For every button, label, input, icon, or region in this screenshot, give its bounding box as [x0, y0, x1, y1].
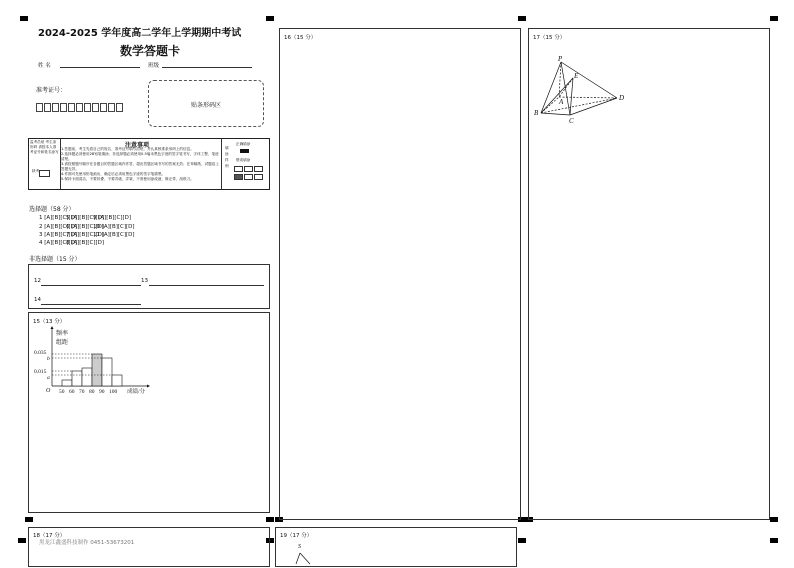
point-label-c: C — [569, 117, 574, 125]
notice-left — [29, 139, 61, 189]
timing-mark — [770, 517, 778, 522]
q17-label: 17（15 分） — [533, 35, 566, 41]
q15-label: 15（13 分） — [33, 319, 66, 325]
mc-option[interactable]: 7 [A][B][C][D] — [66, 232, 105, 238]
mc-section-title: 选择题（58 分） — [29, 206, 75, 213]
q19-figure — [276, 528, 336, 568]
mc-option[interactable]: 11 [A][B][C][D] — [93, 232, 135, 238]
q16-label: 16（15 分） — [284, 35, 317, 41]
histogram-bar — [62, 380, 72, 386]
q15-answer-box[interactable] — [28, 312, 270, 513]
correct-fill-sample — [240, 149, 249, 153]
y-tick-label: b — [47, 356, 50, 362]
mc-option[interactable]: 8 [A][B][C][D] — [66, 240, 105, 246]
printer-footer: 黑龙江鑫盛科技制作 0451-53673201 — [39, 540, 135, 546]
fill-example-label: 填涂样例 — [225, 146, 229, 168]
subject-title: 数学答题卡 — [120, 44, 181, 58]
notice-left-text: 监考员贴 考生条形码 请按本人准考证号和姓名涂写 — [30, 140, 59, 154]
notice-item: 3.请按照题号顺序在各题目的答题区域内作答，超出答题区域书写的答案无效；在草稿纸、试题卷上答题无效。 — [61, 162, 219, 171]
timing-mark — [266, 16, 274, 21]
name-label: 姓 名 — [38, 63, 51, 69]
point-label-b: B — [534, 109, 539, 117]
point-label-p: P — [558, 55, 563, 63]
q17-answer-box[interactable] — [528, 28, 770, 520]
notice-block — [28, 138, 270, 190]
timing-mark — [18, 538, 26, 543]
pyramid-figure — [529, 29, 639, 129]
q14-line[interactable] — [41, 304, 141, 305]
mc-option[interactable]: 2 [A][B][C][D] — [39, 224, 78, 230]
q13-line[interactable] — [149, 285, 264, 286]
y-tick-label: 0.035 — [34, 350, 47, 356]
notice-item: 5.保持卡面清洁，不要折叠、不要弄破、弄皱，不准使用涂改液、修正带、刮纸刀。 — [61, 177, 194, 181]
y-tick-label: 0.015 — [34, 369, 47, 375]
origin-label: O — [46, 388, 51, 394]
notice-item: 1.答题前，考生先将自己的姓名、准考证号填写清楚，并认真核准条形码上的信息。 — [61, 147, 194, 151]
notice-item: 4.作图可先使用铅笔画出，确定后必须用黑色字迹的签字笔描黑。 — [61, 172, 166, 176]
q19-point-s: S — [298, 544, 301, 550]
wrong-fill-samples — [234, 166, 263, 182]
x-axis-label: 成绩/分 — [127, 389, 146, 395]
histogram-bar — [112, 375, 122, 386]
histogram-bar — [72, 371, 82, 386]
timing-mark — [518, 538, 526, 543]
y-axis-label-1: 频率 — [56, 331, 69, 337]
point-label-a: A — [559, 98, 564, 106]
x-tick-label: 70 — [79, 389, 85, 395]
point-label-d: D — [619, 94, 625, 102]
notice-item: 2.选择题必须使用2B铅笔填涂；非选择题必须使用0.5毫米黑色字迹的签字笔书写，字体工整、笔迹清楚。 — [61, 152, 219, 161]
q12-label: 12 — [34, 278, 41, 284]
point-label-e: E — [574, 72, 579, 80]
q13-label: 13 — [141, 278, 148, 284]
histogram-bar — [102, 358, 112, 386]
x-tick-label: 50 — [59, 389, 65, 395]
timing-mark — [770, 538, 778, 543]
y-axis-label-2: 组距 — [56, 340, 69, 346]
class-label: 班级 — [148, 63, 160, 69]
ticket-label: 准考证号： — [36, 87, 67, 94]
exam-title: 2024-2025 学年度高二学年上学期期中考试 — [38, 28, 242, 39]
barcode-label: 贴条形码区 — [190, 102, 221, 109]
timing-mark — [518, 16, 526, 21]
fill-answer-box — [28, 264, 270, 309]
correct-fill-label: 正确填涂 — [236, 142, 251, 146]
timing-mark — [20, 16, 28, 21]
q16-answer-box[interactable] — [279, 28, 521, 520]
wrong-fill-label: 错误填涂 — [236, 158, 251, 162]
mc-option[interactable]: 9 [A][B][C][D] — [93, 215, 132, 221]
fill-section-title: 非选择题（15 分） — [29, 256, 81, 263]
ticket-number-boxes[interactable] — [36, 97, 124, 116]
q18-label: 18（17 分） — [33, 533, 66, 539]
notice-title: 注意事项 — [125, 142, 150, 149]
x-tick-label: 100 — [109, 389, 118, 395]
name-line — [60, 67, 140, 68]
absent-box[interactable] — [39, 170, 50, 177]
mc-option[interactable]: 5 [A][B][C][D] — [66, 215, 105, 221]
mc-option[interactable]: 4 [A][B][C][D] — [39, 240, 78, 246]
class-line — [162, 67, 252, 68]
histogram-figure — [29, 313, 189, 403]
q18-answer-box[interactable] — [28, 527, 270, 567]
barcode-area — [148, 80, 264, 127]
notice-items — [61, 147, 219, 182]
x-tick-label: 60 — [69, 389, 75, 395]
x-tick-label: 80 — [89, 389, 95, 395]
mc-option[interactable]: 6 [A][B][C][D] — [66, 224, 105, 230]
timing-mark — [25, 517, 33, 522]
mc-option[interactable]: 1 [A][B][C][D] — [39, 215, 78, 221]
q19-label: 19（17 分） — [280, 533, 313, 539]
x-tick-label: 90 — [99, 389, 105, 395]
q14-label: 14 — [34, 297, 41, 303]
timing-mark — [266, 517, 274, 522]
y-tick-label: a — [47, 375, 50, 381]
q19-answer-box[interactable] — [275, 527, 517, 567]
mc-option[interactable]: 10 [A][B][C][D] — [93, 224, 135, 230]
histogram-bar — [92, 354, 102, 386]
mc-option[interactable]: 3 [A][B][C][D] — [39, 232, 78, 238]
notice-right — [221, 139, 271, 189]
absent-label: 缺考 — [32, 169, 40, 173]
timing-mark — [770, 16, 778, 21]
q12-line[interactable] — [41, 285, 141, 286]
histogram-bar — [82, 368, 92, 386]
